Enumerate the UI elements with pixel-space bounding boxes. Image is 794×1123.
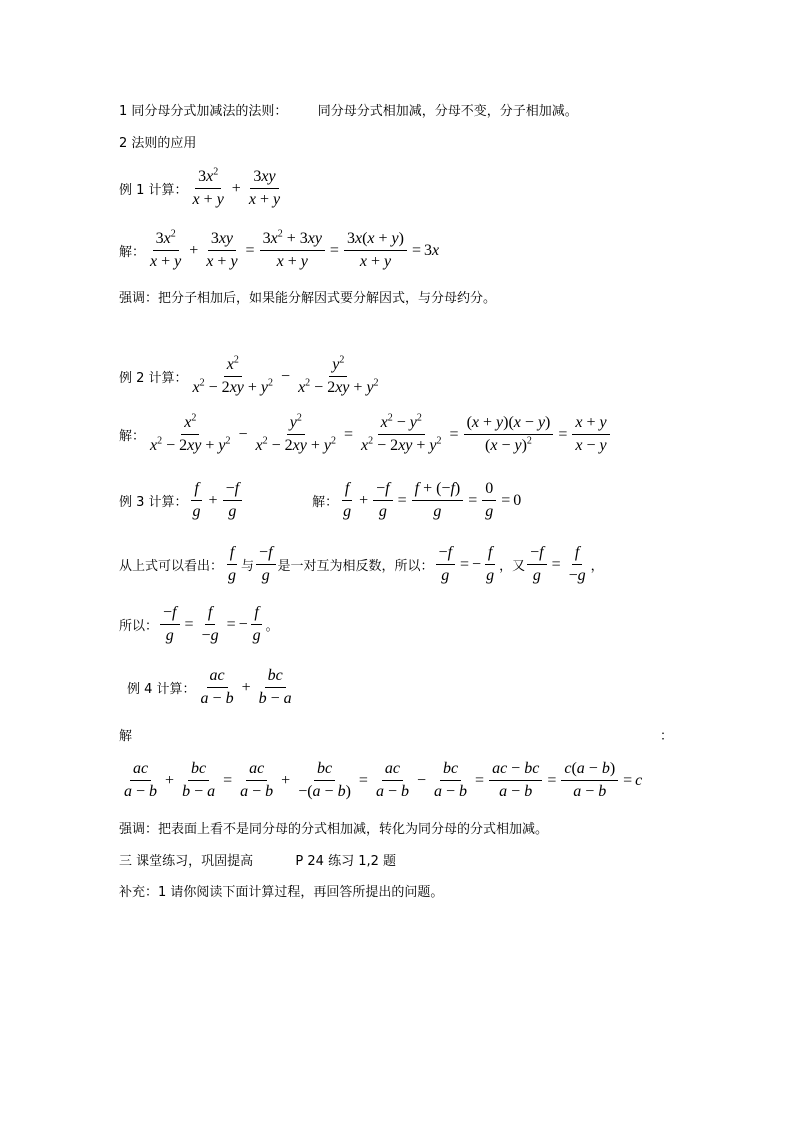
section-3-line — [119, 854, 396, 870]
example-4 — [127, 667, 297, 708]
conclusion-expression: $\frac{-f}{g}$ = $\frac{f}{-g}$ = − $\frac{f}{g}$ — [158, 604, 266, 645]
example-2 — [119, 356, 384, 397]
rule-label: 1 同分母分式加减法的法则： — [119, 104, 288, 119]
example-3-solution-label: 解： — [312, 495, 339, 510]
example-4-solution-colon: ： — [660, 729, 674, 744]
supplement: 补充：1 请你阅读下面计算过程，再回答所提出的问题。 — [119, 885, 444, 900]
example-1 — [119, 168, 285, 209]
emphasis-1: 强调：把分子相加后，如果能分解因式要分解因式，与分母约分。 — [119, 291, 497, 306]
observation-and: 与 — [241, 559, 255, 574]
observation-identity-2: $\frac{-f}{g}$ = $\frac{f}{-g}$ — [525, 544, 591, 585]
rule-line — [119, 104, 578, 120]
rule-text: 同分母分式相加减，分母不变，分子相加减。 — [317, 104, 578, 119]
conclusion-end: 。 — [265, 619, 279, 634]
emphasis-2: 强调：把表面上看不是同分母的分式相加减，转化为同分母的分式相加减。 — [119, 822, 549, 837]
observation: 从上式可以看出： $\frac{f}{g}$ 与 $\frac{-f}{g}$ 是一对互为相反数，所以： $\frac{-f}{g}$ = − $\frac{f}{g}$ ，又 $\frac{-f}{g}$ = $\frac{f}{-g}$ ， — [119, 544, 604, 584]
observation-comma: ， — [590, 559, 604, 574]
example-4-expression: $\frac{ac}{a - b}$ + $\frac{bc}{b - a}$ — [200, 667, 292, 707]
example-4-solution-expression: $\frac{ac}{a - b}$ + $\frac{bc}{b - a}$ = $\frac{ac}{a - b}$ + $\frac{bc}{-(a - b)}$ = $\frac{ac}{a - b}$ − $\frac{bc}{a - b}$ = $\frac{ac - bc}{a - b}$ = $\frac{c(a - b)}{a - b}$ = c — [124, 760, 643, 800]
example-3-label: 例 3 计算： — [119, 495, 188, 510]
example-3 — [119, 480, 521, 521]
example-4-solution-label: 解 — [119, 729, 133, 744]
example-2-label: 例 2 计算： — [119, 371, 188, 386]
example-1-label: 例 1 计算： — [119, 183, 188, 198]
conclusion-label: 所以： — [119, 619, 159, 634]
example-2-expression: $\frac{x^2}{x^2 - 2xy + y^2}$ − $\frac{y^2}{x^2 - 2xy + y^2}$ — [192, 354, 379, 396]
observation-also: ，又 — [499, 559, 526, 574]
example-3-expression: $\frac{f}{g}$ + $\frac{-f}{g}$ — [188, 480, 245, 521]
example-1-solution-expression: $\frac{3x^2}{x + y}$ + $\frac{3xy}{x + y}$ = $\frac{3x^2 + 3xy}{x + y}$ = $\frac{3x(x + y)}{x + y}$ = 3x — [150, 228, 440, 270]
observation-prefix: 从上式可以看出： — [119, 559, 224, 574]
example-3-solution-expression: $\frac{f}{g}$ + $\frac{-f}{g}$ = $\frac{f + (-f)}{g}$ = $\frac{0}{g}$ = 0 — [343, 480, 522, 520]
example-2-solution-expression: $\frac{x^2}{x^2 - 2xy + y^2}$ − $\frac{y^2}{x^2 - 2xy + y^2}$ = $\frac{x^2 - y^2}{x^2 - 2xy + y^2}$ = $\frac{(x + y)(x - y)}{(x - y)^2}$ = $\frac{x + y}{x - y}$ — [145, 414, 612, 455]
example-2-solution-label: 解： — [119, 429, 146, 444]
observation-identity-1: $\frac{-f}{g}$ = − $\frac{f}{g}$ — [434, 544, 500, 585]
section-3-reference: P 24 练习 1,2 题 — [295, 854, 397, 869]
example-4-label: 例 4 计算： — [127, 682, 196, 697]
example-1-solution — [119, 230, 439, 271]
example-1-expression: $\frac{3x^2}{x + y}$ + $\frac{3xy}{x + y}$ — [192, 166, 281, 208]
example-1-solution-label: 解： — [119, 245, 146, 260]
section-2-heading: 2 法则的应用 — [119, 136, 197, 151]
section-3-heading: 三 课堂练习，巩固提高 — [119, 854, 254, 869]
observation-pair: 是一对互为相反数，所以： — [277, 559, 434, 574]
example-4-solution — [119, 760, 642, 801]
conclusion — [119, 604, 279, 645]
example-2-solution — [119, 414, 612, 455]
